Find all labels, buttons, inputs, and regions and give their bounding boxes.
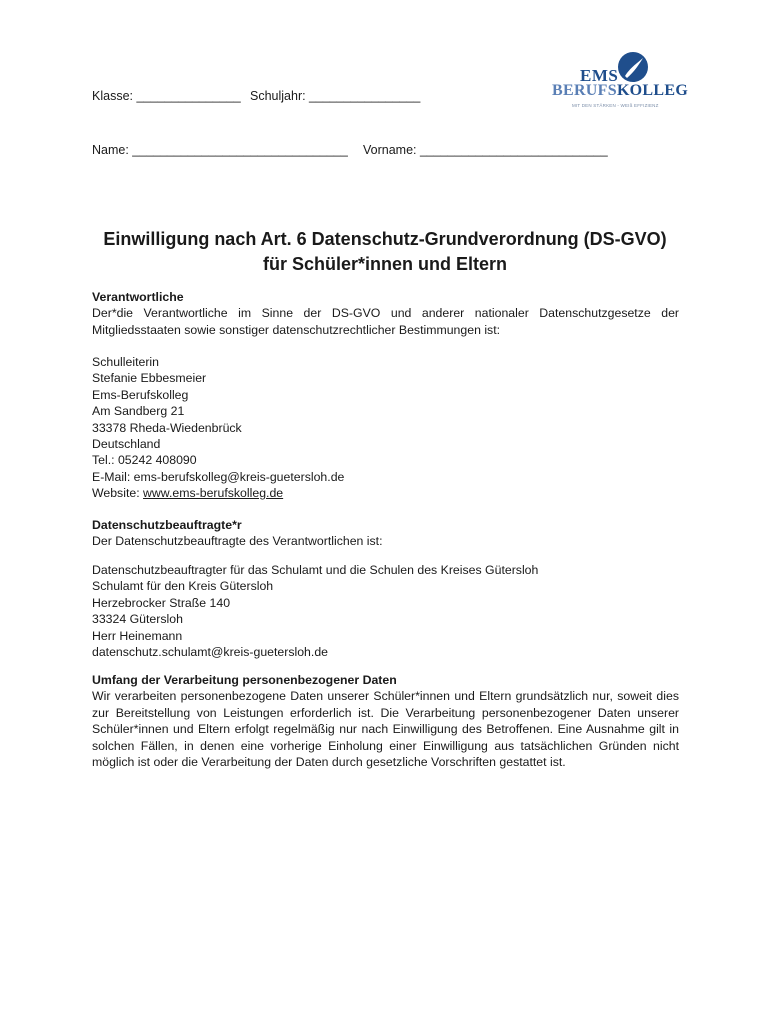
logo-tagline: MIT DEN STÄRKEN - WEIß EFFIZIENZ	[572, 103, 659, 108]
address-line: Datenschutzbeauftragter für das Schulamt und die Schulen des Kreises Gütersloh	[92, 563, 539, 577]
website-link[interactable]: www.ems-berufskolleg.de	[143, 486, 284, 501]
controller-address	[92, 354, 679, 502]
section-text: Der*die Verantwortliche im Sinne der DS-GVO und anderer nationaler Datenschutzgesetze der Mitgliedsstaaten sowie sonstiger datenschutzrechtlicher Bestimmungen ist:	[92, 306, 679, 337]
section-umfang	[92, 672, 679, 770]
section-text: Wir verarbeiten personenbezogene Daten unserer Schüler*innen und Eltern grundsätzlich nur, soweit dies zur Bereitstellung von Leistungen erforderlich ist. Die Verarbeitung personenbezogener Daten unserer Schüler*innen und Eltern erfolgt regelmäßig nur nach Einwilligung des Betroffenen. Eine Ausnahme gilt in solchen Fällen, in denen eine vorherige Einholung einer Einwilligung aus tatsächlichen Gründen nicht möglich ist oder die Verarbeitung der Daten durch gesetzliche Vorschriften gestattet ist.	[92, 689, 679, 770]
section-text: Der Datenschutzbeauftragte des Verantwortlichen ist:	[92, 534, 383, 549]
address-line: Stefanie Ebbesmeier	[92, 371, 207, 386]
section-datenschutzbeauftragte	[92, 517, 679, 550]
section-heading: Umfang der Verarbeitung personenbezogener Daten	[92, 673, 397, 687]
address-line: E-Mail: ems-berufskolleg@kreis-guetersloh.de	[92, 469, 345, 484]
address-line: Ems-Berufskolleg	[92, 387, 189, 402]
logo-text-ems: EMS	[580, 66, 619, 85]
logo-swirl-icon	[616, 50, 650, 84]
school-logo	[548, 48, 689, 118]
address-line: 33378 Rheda-Wiedenbrück	[92, 420, 242, 435]
address-line: Am Sandberg 21	[92, 404, 185, 419]
schuljahr-field[interactable]: Schuljahr: ________________	[250, 89, 421, 103]
klasse-field[interactable]: Klasse: _______________	[92, 89, 241, 103]
address-line: Herzebrocker Straße 140	[92, 595, 231, 610]
address-line: Schulamt für den Kreis Gütersloh	[92, 579, 274, 594]
section-heading: Verantwortliche	[92, 290, 184, 304]
section-heading: Datenschutzbeauftragte*r	[92, 518, 242, 532]
address-line: Deutschland	[92, 437, 161, 452]
address-line: Schulleiterin	[92, 355, 159, 369]
logo-text-berufskolleg: BERUFSKOLLEG	[552, 82, 689, 99]
name-field[interactable]: Name: _______________________________	[92, 143, 348, 157]
dsb-address	[92, 562, 679, 660]
vorname-field[interactable]: Vorname: ___________________________	[363, 143, 608, 157]
section-verantwortliche	[92, 289, 679, 338]
website-line: Website: www.ems-berufskolleg.de	[92, 486, 284, 501]
address-line: datenschutz.schulamt@kreis-guetersloh.de	[92, 645, 328, 660]
address-line: 33324 Gütersloh	[92, 612, 183, 627]
address-line: Herr Heinemann	[92, 628, 183, 643]
document-title: Einwilligung nach Art. 6 Datenschutz-Grundverordnung (DS-GVO) für Schüler*innen und Eltern	[103, 229, 667, 274]
address-line: Tel.: 05242 408090	[92, 453, 197, 468]
